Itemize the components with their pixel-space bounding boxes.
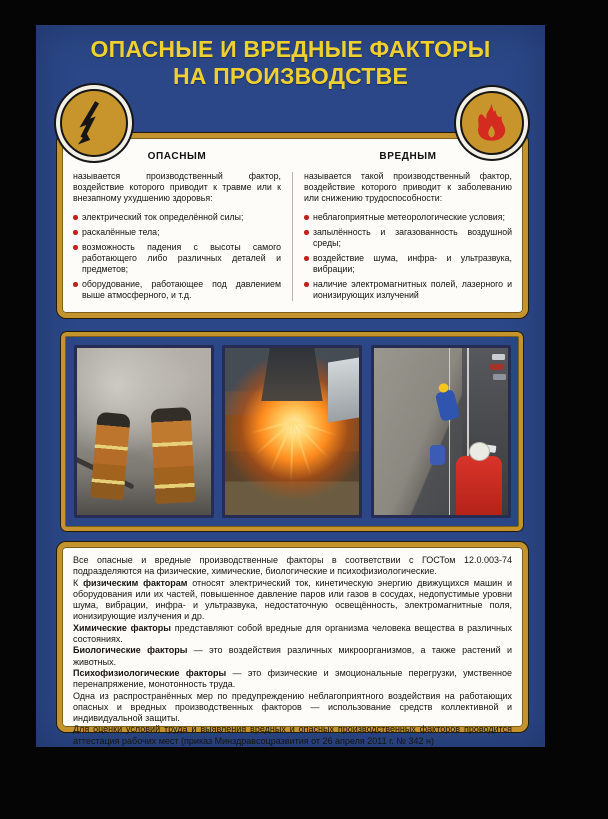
dangerous-list: [73, 212, 281, 301]
firefighter-figure: [90, 412, 130, 501]
info-paragraph: Для оценки условий труда и выявления вредных и опасных производственных факторов проводится аттестация рабочих мест (приказ Минздравсоцразвития от 26 апреля 2011 г. № 342 н): [73, 724, 512, 746]
info-paragraph: Биологические факторы — это воздействия различных микроорганизмов, а также растений и животных.: [73, 645, 512, 667]
harmful-header: ВРЕДНЫМ: [379, 151, 437, 162]
climber-blue-figure: [435, 390, 460, 423]
poster-title: [36, 36, 545, 90]
harmful-intro: называется такой производственный фактор, воздействие которого приводит к заболеванию или снижению трудоспособности:: [304, 171, 512, 203]
flammable-icon: [460, 91, 524, 155]
definitions-panel: [57, 133, 528, 318]
list-item: наличие электромагнитных полей, лазерного и ионизирующих излучений: [304, 279, 512, 301]
dangerous-intro: называется производственный фактор, воздействие которого приводит к травме или к внезапному ухудшению здоровья:: [73, 171, 281, 203]
climber-red-figure: [456, 456, 502, 518]
industrial-climbers-photo: [371, 345, 511, 518]
list-item: оборудование, работающее под давлением выше атмосферного, и т.д.: [73, 279, 281, 301]
list-item: воздействие шума, инфра- и ультразвука, вибрации;: [304, 253, 512, 275]
photo-strip: [61, 332, 523, 531]
info-paragraph: К физическим факторам относят электрический ток, кинетическую энергию движущихся машин и оборудования или их частей, повышенное давление паров или газов в сосудах, недопустимые уровни шума, вибрации, инфра- и ультразвука, недостаточную освещённость, электромагнитные поля, ионизирующие излучения и др.: [73, 577, 513, 622]
harmful-list: [304, 212, 512, 301]
list-item: электрический ток определённой силы;: [73, 212, 281, 223]
furnace-vessel-shape: [261, 348, 323, 401]
gear-bag-shape: [430, 445, 445, 465]
list-item: запылённость и загазованность воздушной среды;: [304, 227, 512, 249]
info-paragraph: Одна из распространённых мер по предупреждению неблагоприятного воздействия на работающих опасных и вредных производственных факторов — использование средств коллективной и индивидуальной защиты.: [73, 690, 512, 724]
info-panel: [57, 542, 528, 746]
high-voltage-icon: [60, 89, 128, 157]
factory-wall-shape: [328, 357, 359, 422]
list-item: неблагоприятные метеорологические условия;: [304, 212, 512, 223]
info-paragraph: Все опасные и вредные производственные факторы в соответствии с ГОСТом 12.0.003-74 подразделяются на физические, химические, биологические и психофизиологические.: [73, 555, 512, 577]
safety-poster: [36, 25, 545, 747]
foundry-furnace-sparks-photo: [222, 345, 362, 518]
info-paragraph: Химические факторы представляют собой вредные для организма человека вещества в различных состояниях.: [73, 622, 512, 645]
climbing-rope-shape: [449, 348, 451, 515]
firefighter-figure: [150, 407, 195, 504]
dangerous-header: ОПАСНЫМ: [147, 151, 207, 162]
list-item: раскалённые тела;: [73, 227, 281, 238]
column-dangerous: [62, 138, 292, 313]
info-paragraph: Психофизиологические факторы — это физические и эмоциональные перегрузки, умственное перенапряжение, монотонность труда.: [73, 667, 512, 690]
poster-title-line2: НА ПРОИЗВОДСТВЕ: [172, 63, 409, 89]
list-item: возможность падения с высоты самого работающего либо различных деталей и предметов;: [73, 242, 281, 275]
column-harmful: [293, 138, 523, 313]
poster-title-line1: ОПАСНЫЕ И ВРЕДНЫЕ ФАКТОРЫ: [90, 36, 491, 62]
firefighters-in-smoke-photo: [74, 345, 214, 518]
